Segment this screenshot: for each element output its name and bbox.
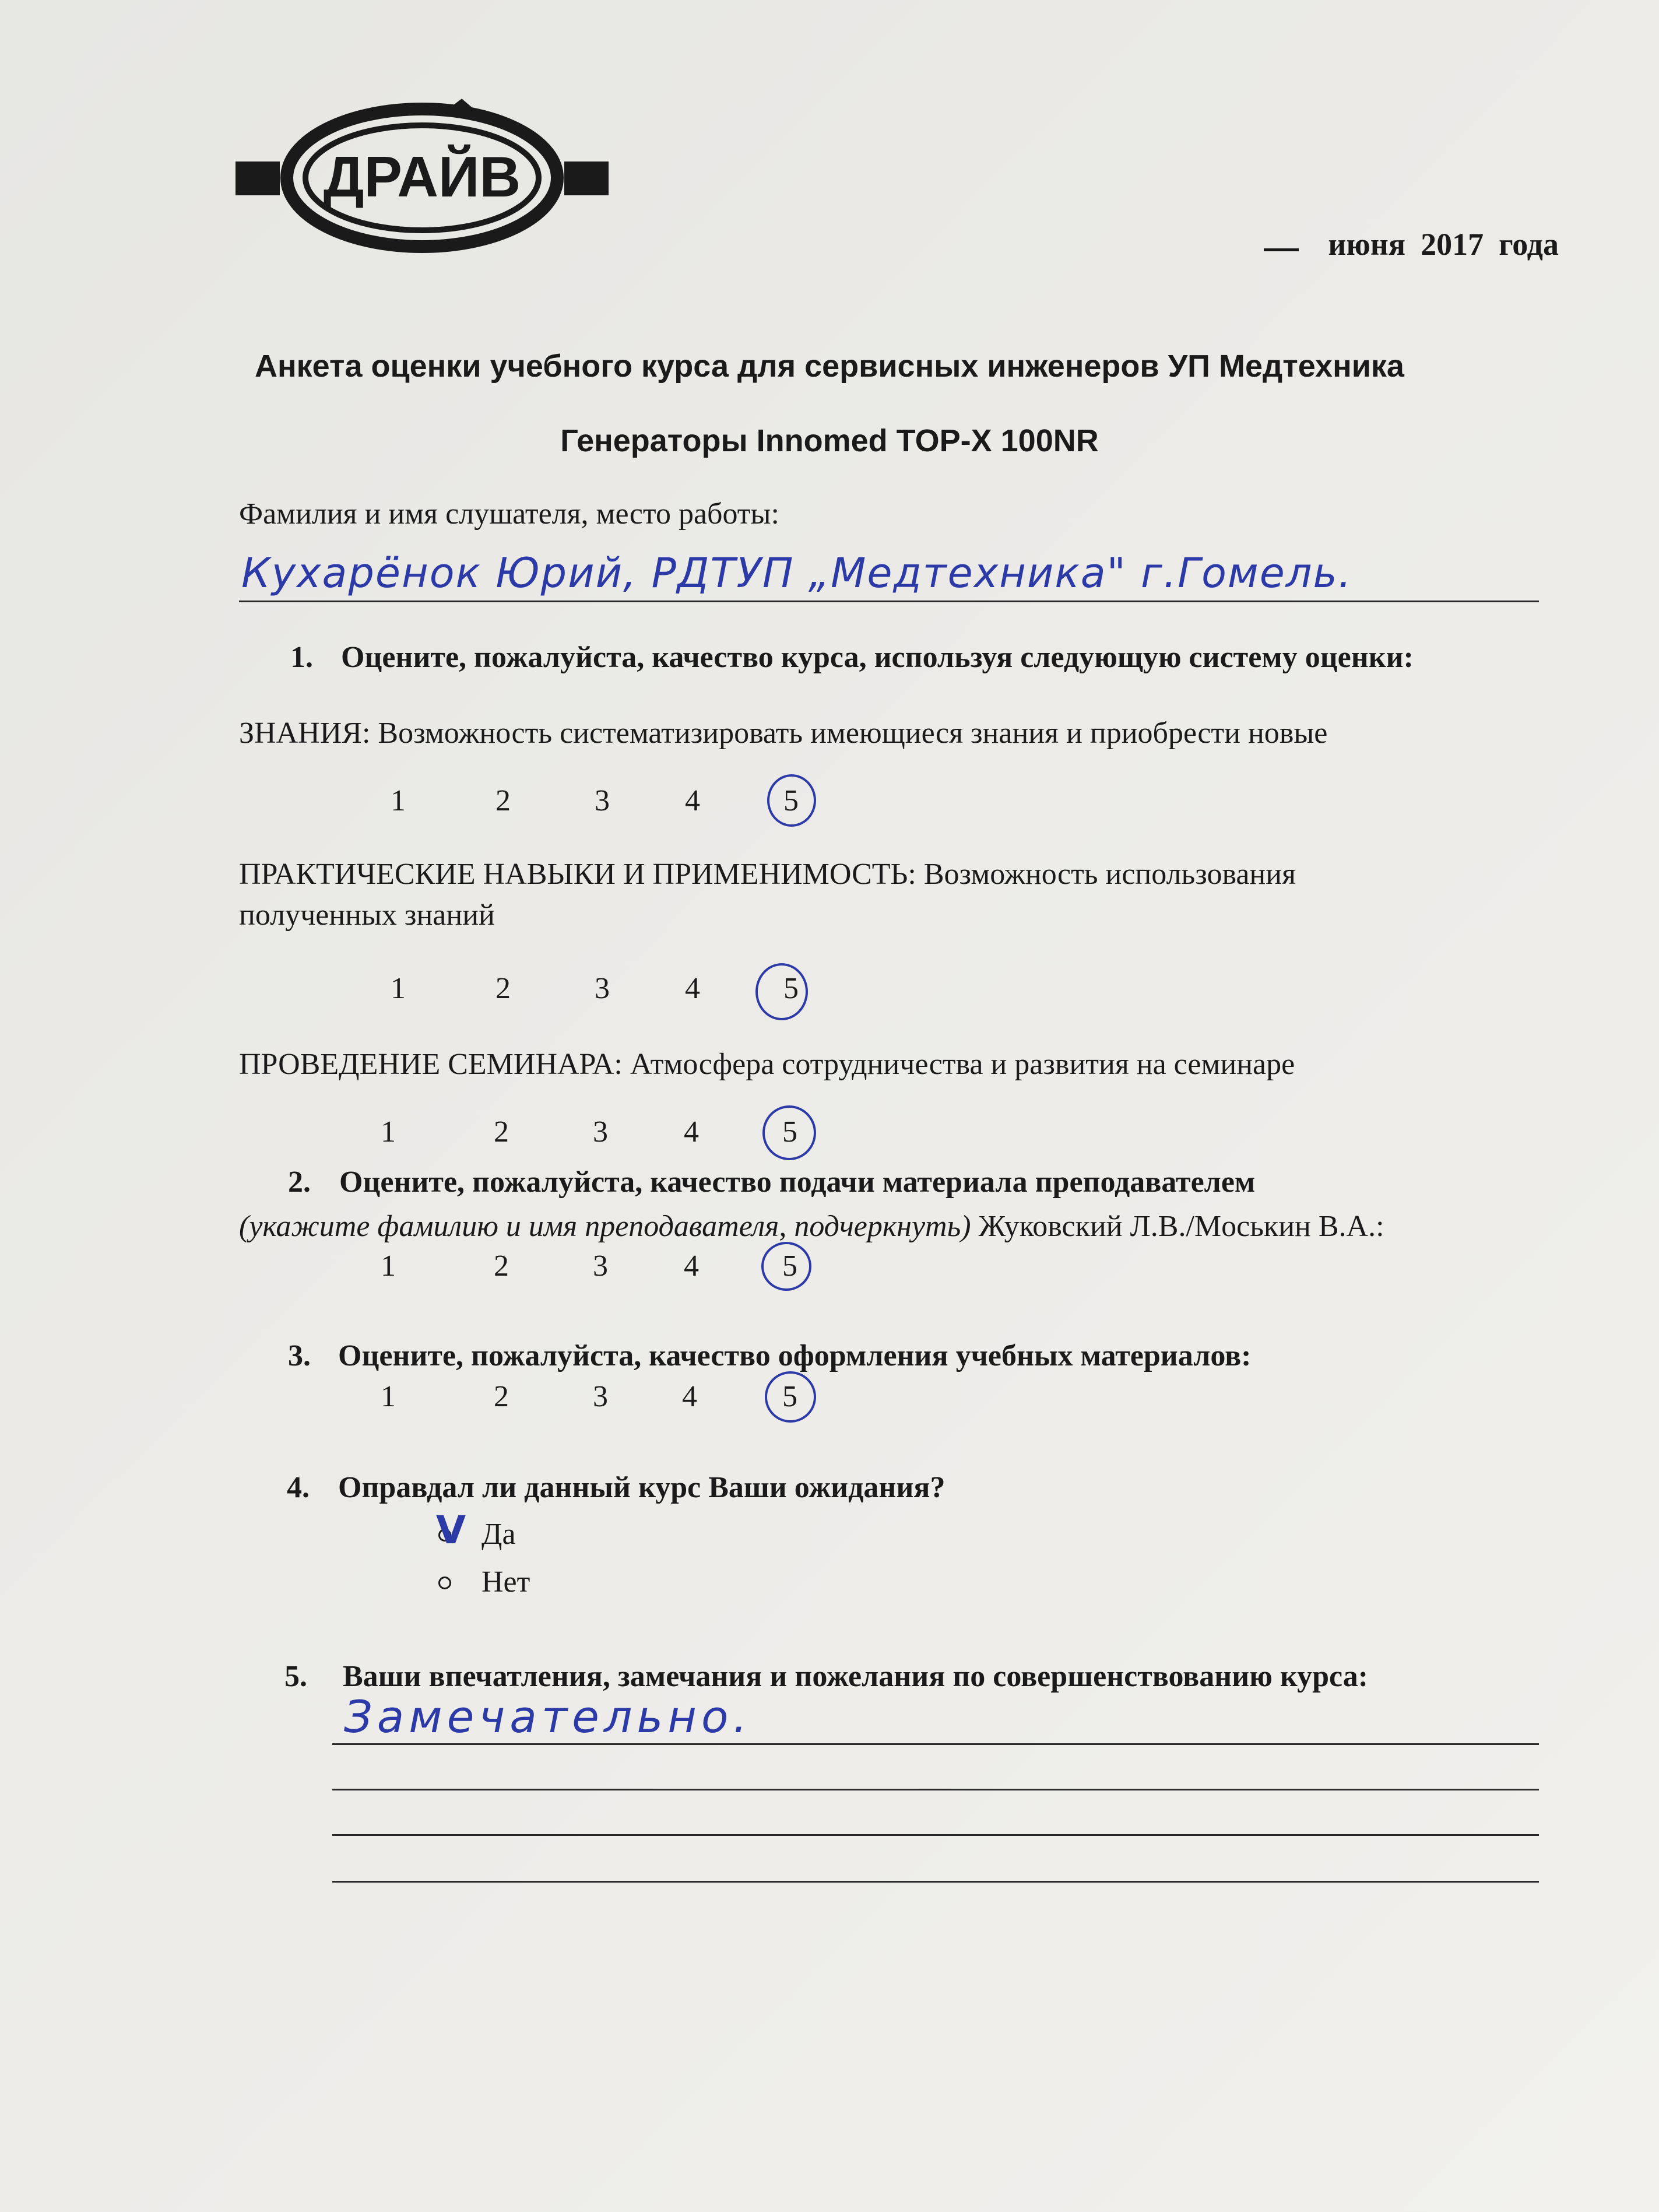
answer-line-1: [332, 1743, 1539, 1745]
answer-line-3: [332, 1834, 1539, 1836]
scale-2[interactable]: 2: [494, 1249, 509, 1283]
scale-4[interactable]: 4: [685, 784, 700, 817]
q4-option-yes-label: Да: [481, 1518, 516, 1551]
q5-text: Ваши впечатления, замечания и пожелания по совершенствованию курса:: [343, 1660, 1369, 1693]
scale-2[interactable]: 2: [494, 1380, 509, 1413]
q3-number: 3.: [288, 1339, 311, 1372]
scale-5[interactable]: 5: [783, 784, 799, 817]
scale-1[interactable]: 1: [381, 1380, 396, 1413]
scale-2[interactable]: 2: [494, 1115, 509, 1149]
date-month: июня: [1328, 227, 1406, 262]
scale-2[interactable]: 2: [495, 784, 511, 817]
selected-rating-circle: [762, 1105, 816, 1160]
q1-number: 1.: [290, 641, 313, 674]
scale-5[interactable]: 5: [782, 1249, 797, 1283]
scale-2[interactable]: 2: [495, 972, 511, 1005]
scale-3[interactable]: 3: [595, 784, 610, 817]
q5-answer: Замечательно.: [344, 1691, 752, 1743]
name-field-label: Фамилия и имя слушателя, место работы:: [239, 497, 779, 531]
scale-5[interactable]: 5: [782, 1380, 797, 1413]
selected-rating-circle: [767, 774, 816, 827]
q1-criterion-knowledge: ЗНАНИЯ: Возможность систематизировать имеющиеся знания и приобрести новые: [239, 717, 1328, 750]
date-suffix: года: [1499, 227, 1559, 262]
selected-rating-circle: [761, 1242, 811, 1291]
q1-criterion-practical-line1: ПРАКТИЧЕСКИЕ НАВЫКИ И ПРИМЕНИМОСТЬ: Возможность использования: [239, 858, 1296, 891]
scale-3[interactable]: 3: [593, 1115, 608, 1149]
scale-3[interactable]: 3: [595, 972, 610, 1005]
scale-4[interactable]: 4: [684, 1249, 699, 1283]
answer-line-4: [332, 1881, 1539, 1883]
form-title: Анкета оценки учебного курса для сервисных инженеров УП Медтехника: [255, 349, 1404, 384]
scale-1[interactable]: 1: [391, 972, 406, 1005]
selected-rating-circle: [755, 963, 808, 1020]
scale-4[interactable]: 4: [685, 972, 700, 1005]
q4-option-no-label: Нет: [481, 1565, 530, 1599]
q2-text: Оцените, пожалуйста, качество подачи материала преподавателем: [339, 1165, 1256, 1199]
name-field-value: Кухарёнок Юрий, РДТУП „Медтехника" г.Гомель.: [241, 549, 1353, 597]
scale-3[interactable]: 3: [593, 1249, 608, 1283]
scale-1[interactable]: 1: [391, 784, 406, 817]
q2-hint: (укажите фамилию и имя преподавателя, подчеркнуть): [239, 1210, 971, 1243]
logo-text: ДРАЙВ: [323, 145, 521, 209]
q5-number: 5.: [284, 1660, 307, 1693]
checkmark-icon: V: [436, 1508, 468, 1553]
scale-5[interactable]: 5: [783, 972, 799, 1005]
selected-rating-circle: [765, 1371, 816, 1423]
drive-logo: [236, 96, 609, 265]
date-line: [1264, 226, 1559, 262]
scale-5[interactable]: 5: [782, 1115, 797, 1149]
q1-criterion-practical-line2: полученных знаний: [239, 898, 495, 932]
answer-line-2: [332, 1789, 1539, 1790]
day-blank: [1264, 248, 1299, 251]
scale-1[interactable]: 1: [381, 1115, 396, 1149]
scale-3[interactable]: 3: [593, 1380, 608, 1413]
q2-teachers: Жуковский Л.В./Мoськин В.А.:: [978, 1210, 1384, 1243]
q2-number: 2.: [288, 1165, 311, 1199]
scale-1[interactable]: 1: [381, 1249, 396, 1283]
scale-4[interactable]: 4: [684, 1115, 699, 1149]
q1-text: Оцените, пожалуйста, качество курса, используя следующую систему оценки:: [341, 641, 1414, 674]
q2-hint-line: [239, 1209, 1384, 1244]
q3-text: Оцените, пожалуйста, качество оформления учебных материалов:: [338, 1339, 1252, 1372]
form-subtitle: Генераторы Innomed TOP-X 100NR: [560, 423, 1099, 458]
radio-no[interactable]: [438, 1577, 451, 1589]
q1-criterion-seminar: ПРОВЕДЕНИЕ СЕМИНАРА: Атмосфера сотрудничества и развития на семинаре: [239, 1048, 1295, 1081]
date-year: 2017: [1421, 227, 1484, 262]
scale-4[interactable]: 4: [682, 1380, 697, 1413]
q4-number: 4.: [287, 1471, 310, 1504]
q4-text: Оправдал ли данный курс Ваши ожидания?: [338, 1471, 946, 1504]
q4-option-no[interactable]: [438, 1565, 530, 1599]
name-field-underline: [239, 601, 1539, 602]
